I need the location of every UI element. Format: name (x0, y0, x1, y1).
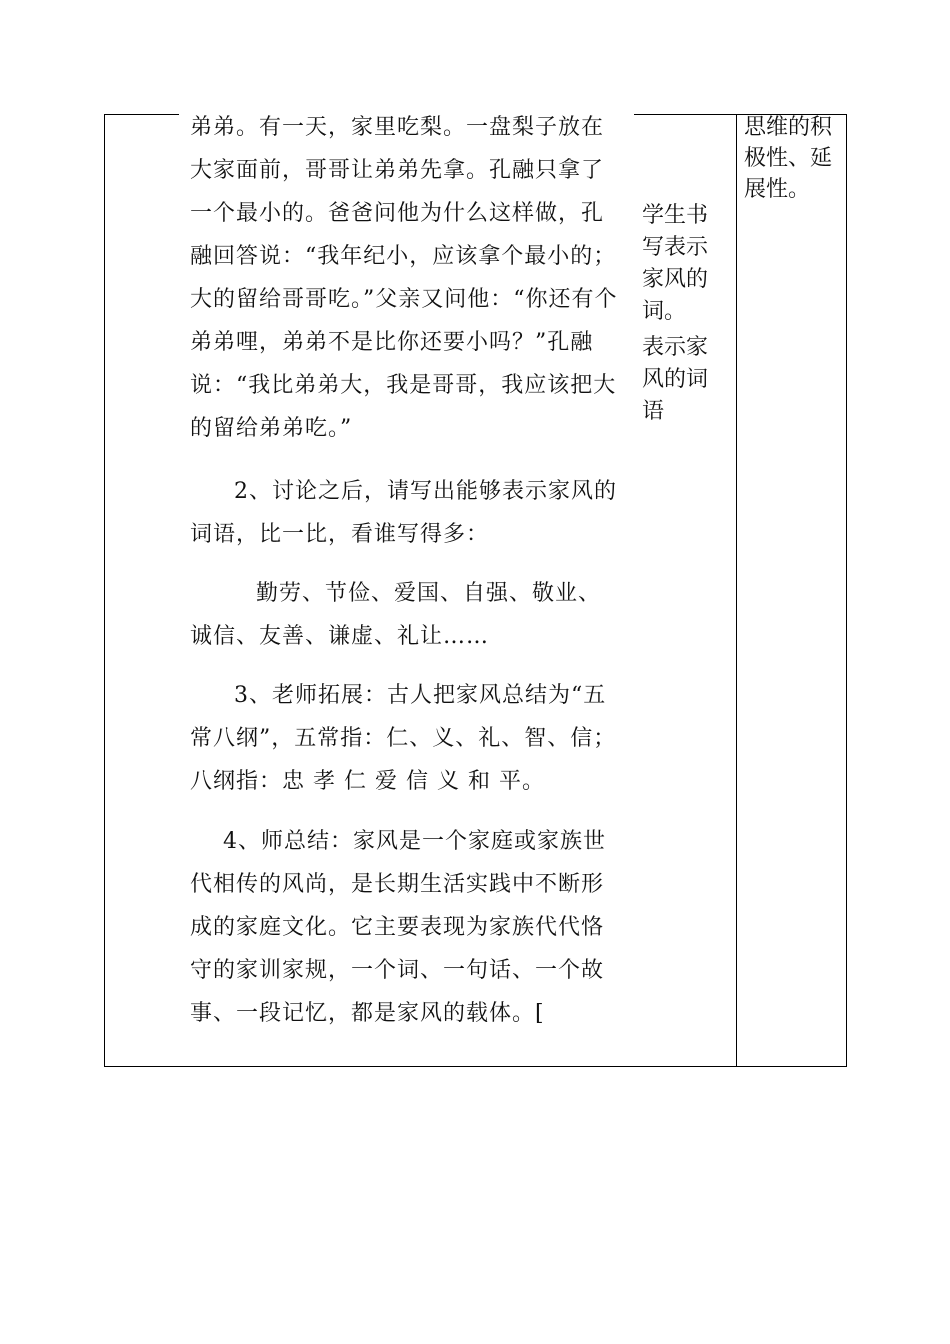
step3-paragraph: 3、老师拓展：古人把家风总结为“五常八纲”，五常指：仁、义、礼、智、信；八纲指：忠 孝 仁 爱 信 义 和 平。 (190, 683, 617, 794)
step4-paragraph: 4、师总结：家风是一个家庭或家族世代相传的风尚，是长期生活实践中不断形成的家庭文化。它主要表现为家族代代恪守的家训家规，一个词、一句话、一个故事、一段记忆，都是家风的载体。[ (190, 829, 606, 1026)
table-border-col3 (736, 114, 737, 1067)
table-border-left (104, 114, 105, 1067)
student-activity-text: 学生书写表示家风的词。 (642, 203, 709, 324)
design-intent-text: 思维的积极性、延展性。 (744, 115, 833, 202)
table-border-bottom (104, 1066, 847, 1067)
story-paragraph: 弟弟。有一天，家里吃梨。一盘梨子放在大家面前，哥哥让弟弟先拿。孔融只拿了一个最小的。爸爸问他为什么这样做，孔融回答说：“我年纪小，应该拿个最小的；大的留给哥哥吃。”父亲又问他：“你还有个弟弟哩，弟弟不是比你还要小吗？”孔融说：“我比弟弟大，我是哥哥，我应该把大的留给弟弟吃。” (190, 115, 618, 441)
table-top-left-segment (104, 114, 179, 115)
step2-paragraph: 2、讨论之后，请写出能够表示家风的词语，比一比，看谁写得多： (190, 479, 617, 547)
table-border-right (846, 114, 847, 1067)
student-activity-words: 表示家风的词语 (642, 335, 709, 424)
table-top-mid-segment (634, 114, 737, 115)
family-words-paragraph: 勤劳、节俭、爱国、自强、敬业、诚信、友善、谦虚、礼让…… (190, 581, 602, 649)
